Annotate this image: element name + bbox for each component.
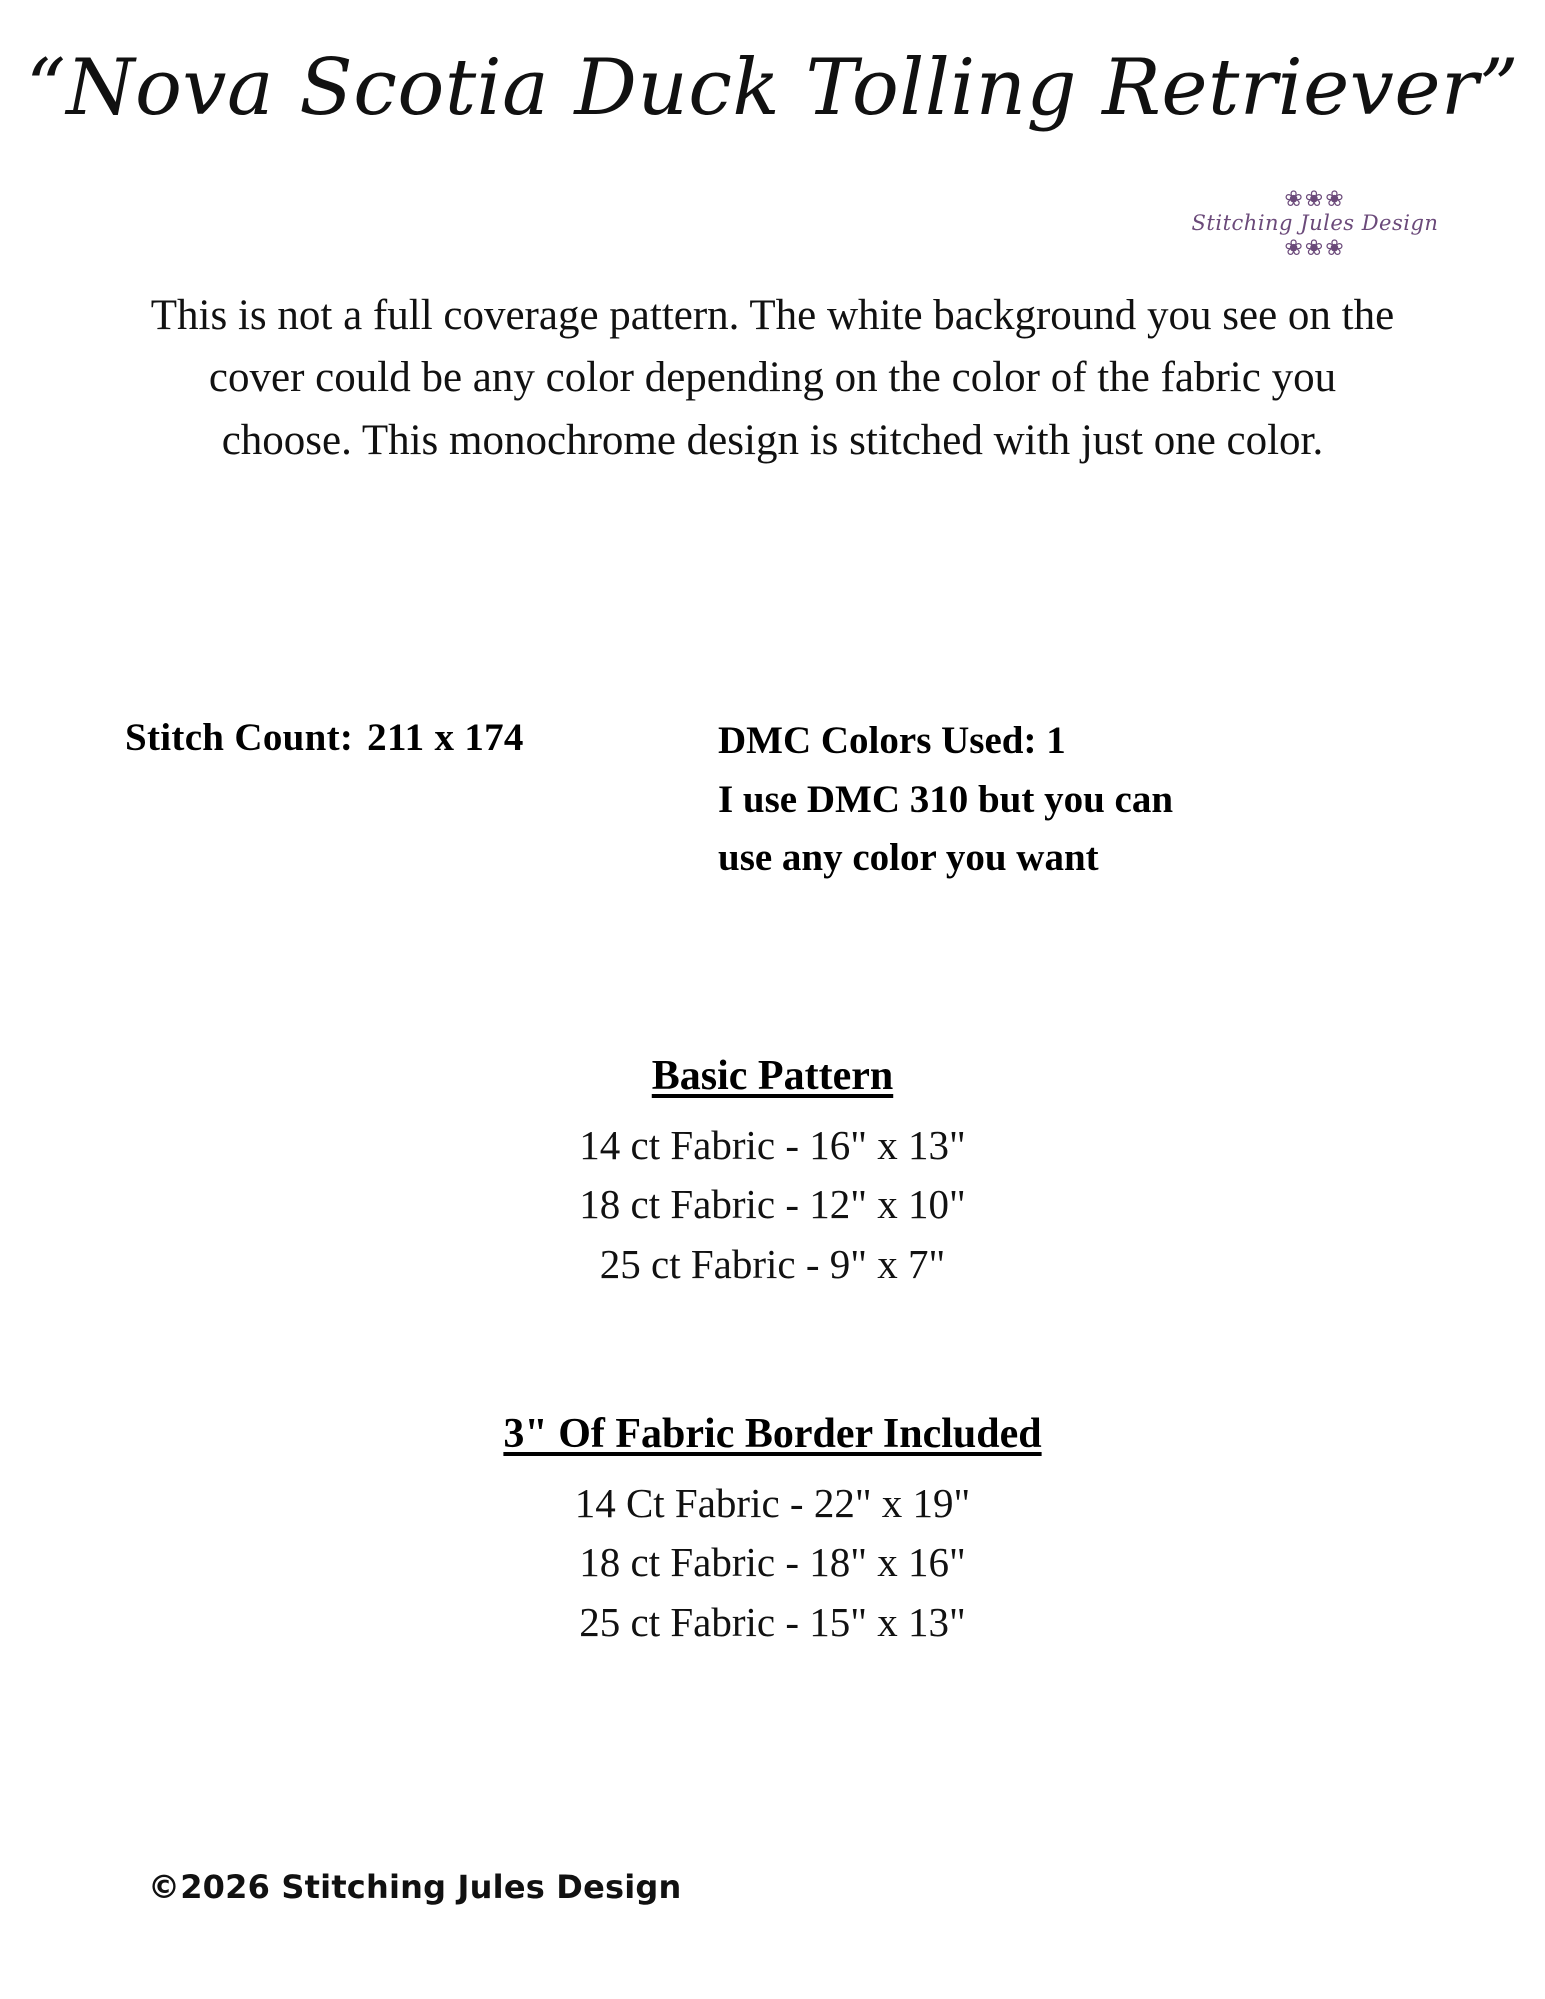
intro-paragraph: This is not a full coverage pattern. The white background you see on the cover could be any color depending on the color of the fabric you choose. This monochrome design is stitched with just one color. — [150, 292, 1395, 464]
stitch-count-value: 211 x 174 — [367, 716, 524, 759]
stitch-count — [125, 715, 524, 760]
section-fabric-border-title: 3" Of Fabric Border Included — [503, 1411, 1042, 1457]
section-basic-pattern-line: 18 ct Fabric - 12" x 10" — [579, 1181, 966, 1228]
brand-logo — [1190, 188, 1440, 259]
section-basic-pattern-line: 14 ct Fabric - 16" x 13" — [579, 1122, 966, 1168]
section-fabric-border-line: 25 ct Fabric - 15" x 13" — [579, 1598, 966, 1645]
section-fabric-border-line: 18 ct Fabric - 18" x 16" — [579, 1539, 966, 1586]
flourish-bottom-icon: ❀❀❀ — [1284, 235, 1346, 261]
dmc-colors-used: DMC Colors Used: 1 — [718, 719, 1066, 762]
flourish-top-icon: ❀❀❀ — [1284, 186, 1346, 211]
section-basic-pattern-line: 25 ct Fabric - 9" x 7" — [599, 1240, 946, 1287]
dmc-note-line-2: use any color you want — [718, 836, 1099, 879]
copyright-footer: ©2026 Stitching Jules Design — [148, 1868, 682, 1906]
stitch-count-label: Stitch Count: — [125, 716, 354, 759]
section-basic-pattern — [0, 1052, 1545, 1294]
dmc-note-line-1: I use DMC 310 but you can — [718, 777, 1174, 821]
brand-name: Stitching Jules Design — [1191, 211, 1439, 235]
dmc-colors-block — [718, 712, 1173, 888]
page-title: “Nova Scotia Duck Tolling Retriever” — [25, 43, 1520, 133]
section-basic-pattern-title: Basic Pattern — [651, 1053, 894, 1099]
section-fabric-border — [0, 1410, 1545, 1652]
section-fabric-border-line: 14 Ct Fabric - 22" x 19" — [574, 1480, 971, 1526]
